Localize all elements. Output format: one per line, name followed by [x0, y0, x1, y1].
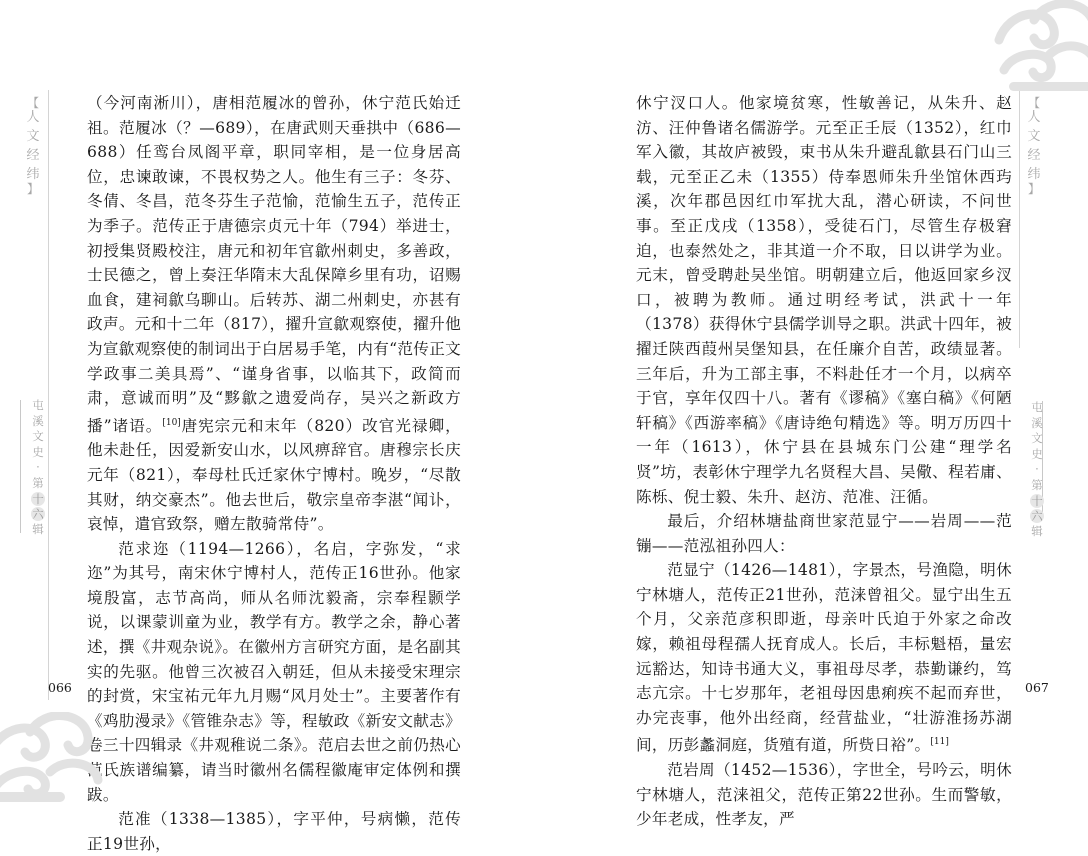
- paragraph-text: 范求迩（1194—1266），名启，字弥发，“求迩”为其号，南宋休宁博村人，范传正16世孙。他家境殷富，志节高尚，师从名师沈毅斋，宗奉程颢学说，以课蒙训童为业，教学有方。教学之余，静心著述，撰《井观杂说》。在徽州方言研究方面，是名副其实的先驱。他曾三次被召入朝廷，但从未接受宋理宗的封赏，宋宝祐元年九月赐“风月处士”。主要著作有《鸡肋漫录》《管锥杂志》等，程敏政《新安文献志》卷三十四辑录《井观稚说二条》。范启去世之前仍热心范氏族谱编纂，请当时徽州名儒程徽庵审定体例和撰跋。: [87, 539, 461, 804]
- series-issue-circle: 六: [32, 507, 44, 521]
- paragraph-text: （今河南淅川），唐相范履冰的曾孙，休宁范氏始迁祖。范履冰（？—689），在唐武则天垂拱中（686—688）任鸾台凤阁平章，职同宰相，是一位身居高位，忠谏敢谏，不畏权势之人。他生有三子：冬芬、冬倩、冬昌，范冬芬生子范愉，范愉生五子，范传正为季子。范传正于唐德宗贞元十年（794）举进士，初授集贤殿校注，唐元和初年官歙州刺史，多善政，士民德之，曾上奏汪华隋末大乱保障乡里有功，诏赐血食，建祠歙乌聊山。后转苏、湖二州刺史，亦甚有政声。元和十二年（817），擢升宣歙观察使，擢升他为宣歙观察使的制词出于白居易手笔，内有“范传正文学政事二美具焉”、“谨身省事，以临其下，政简而肃，意诚而明”及“黟歙之遗爱尚存，吴兴之新政方播”诸语。: [87, 94, 461, 435]
- series-label-char: 辑: [32, 522, 44, 536]
- bracket-close: 】: [1027, 182, 1040, 196]
- paragraph: [87, 807, 461, 856]
- series-issue-circle: 十: [1031, 494, 1043, 508]
- column-label-char: 文: [26, 129, 40, 144]
- series-label-char: 文: [1031, 431, 1043, 445]
- series-label-char: 史: [1031, 446, 1043, 461]
- cloud-ornament-icon: [0, 712, 120, 812]
- series-label: [31, 398, 45, 538]
- side-rule: [48, 90, 49, 700]
- series-label-char: 溪: [1031, 415, 1043, 430]
- body-text: [636, 91, 1012, 832]
- paragraph-text: 最后，介绍林塘盐商世家范显宁——岩周——范镚——范泓祖孙四人：: [636, 512, 1012, 555]
- paragraph-text: 范显宁（1426—1481），字景杰，号渔隐，明休宁林塘人，范传正21世孙，范涞曾祖父。显宁出生五个月，父亲范彦积即逝，母亲叶氏迫于外家之命改嫁，赖祖母程孺人抚育成人。长后，丰标魁梧，量宏远豁达，知诗书通大义，事祖母尽孝，恭勤谦约，笃志亢宗。十七岁那年，老祖母因患痢疾不起而弃世，办完丧事，他外出经商，经营盐业，“壮游淮扬苏湖间，历彭蠡洞庭，货殖有道，所赀日裕”。: [636, 561, 1012, 755]
- series-label-char: 第: [32, 475, 44, 490]
- series-issue-circle: 六: [1031, 509, 1043, 523]
- bracket-open: 【: [26, 96, 39, 110]
- paragraph: [636, 558, 1012, 758]
- column-label-char: 经: [26, 148, 40, 163]
- paragraph-text: 范准（1338—1385），字平仲，号病懒，范传正19世孙，: [87, 810, 461, 853]
- page-number: 066: [48, 680, 72, 695]
- series-label-char: 史: [32, 444, 44, 459]
- paragraph: [636, 758, 1012, 832]
- bracket-close: 】: [26, 182, 39, 196]
- series-issue-circle: 十: [32, 492, 44, 506]
- paragraph: [636, 91, 1012, 509]
- page-number: 067: [1025, 680, 1049, 695]
- series-label-char: 屯: [1031, 400, 1043, 414]
- paragraph: [636, 509, 1012, 558]
- column-label-char: 人: [26, 110, 40, 125]
- series-label-char: 文: [32, 429, 44, 443]
- column-label-char: 纬: [1027, 167, 1041, 182]
- column-label-char: 经: [1027, 148, 1041, 163]
- side-rule: [1019, 90, 1020, 348]
- paragraph-text: 范岩周（1452—1536），字世全，号吟云，明休宁林塘人，范涞祖父，范传正第22世孙。生而警敏，少年老成，性孝友，严: [636, 761, 1012, 829]
- series-label-char: ·: [36, 460, 40, 474]
- series-label-char: 第: [1031, 477, 1043, 492]
- column-label: [25, 98, 41, 194]
- series-label-char: 辑: [1031, 524, 1043, 538]
- column-label-char: 文: [1027, 129, 1041, 144]
- series-label: [1030, 400, 1044, 540]
- footnote-marker[interactable]: [11]: [930, 737, 949, 748]
- bracket-open: 【: [1027, 96, 1040, 110]
- column-label-char: 纬: [26, 167, 40, 182]
- series-label-char: 屯: [32, 398, 44, 412]
- paragraph-text: 休宁汊口人。他家境贫寒，性敏善记，从朱升、赵汸、汪仲鲁诸名儒游学。元至正壬辰（1352），红巾军入徽，其故庐被毁，束书从朱升避乱歙县石门山三载，元至正乙未（1355）侍奉恩师朱升坐馆休西玙溪，次年郡邑因红巾军扰大乱，潜心研读，不问世事。至正戊戌（1358），受徒石门，尽管生存极窘迫，也泰然处之，非其道一介不取，日以讲学为业。元末，曾受聘赴吴坐馆。明朝建立后，他返回家乡汊口，被聘为教师。通过明经考试，洪武十一年（1378）获得休宁县儒学训导之职。洪武十四年，被擢迁陕西葭州吴堡知县，在任廉介自苦，政绩显著。三年后，升为工部主事，不料赴任才一个月，以病卒于官，享年仅四十八。著有《谬稿》《塞白稿》《何陋轩稿》《西游率稿》《唐诗绝句精选》等。明万历四十一年（1613），休宁县在县城东门公建“理学名贤”坊，表彰休宁理学九名贤程大昌、吴儆、程若庸、陈栎、倪士毅、朱升、赵汸、范准、汪循。: [636, 94, 1012, 506]
- paragraph: [87, 91, 461, 537]
- column-label: [1026, 98, 1042, 194]
- series-label-char: ·: [1035, 462, 1039, 476]
- paragraph: [87, 537, 461, 808]
- series-label-char: 溪: [32, 413, 44, 428]
- cloud-ornament-icon: [989, 0, 1088, 95]
- footnote-marker[interactable]: [10]: [162, 417, 181, 428]
- series-rule: [20, 400, 21, 533]
- column-label-char: 人: [1027, 110, 1041, 125]
- left-page: [0, 0, 544, 853]
- right-page: [544, 0, 1088, 829]
- body-text: [87, 91, 461, 856]
- paragraph-text: 唐宪宗元和末年（820）改官光禄卿，他未赴任，因爱新安山水，以风痹辞官。唐穆宗长庆元年（821），奉母杜氏迁家休宁博村。晚岁，“尽散其财，纳交豪杰”。他去世后，敬宗皇帝李湛“闻讣，哀悼，遣官致祭，赠左散骑常侍”。: [87, 416, 461, 534]
